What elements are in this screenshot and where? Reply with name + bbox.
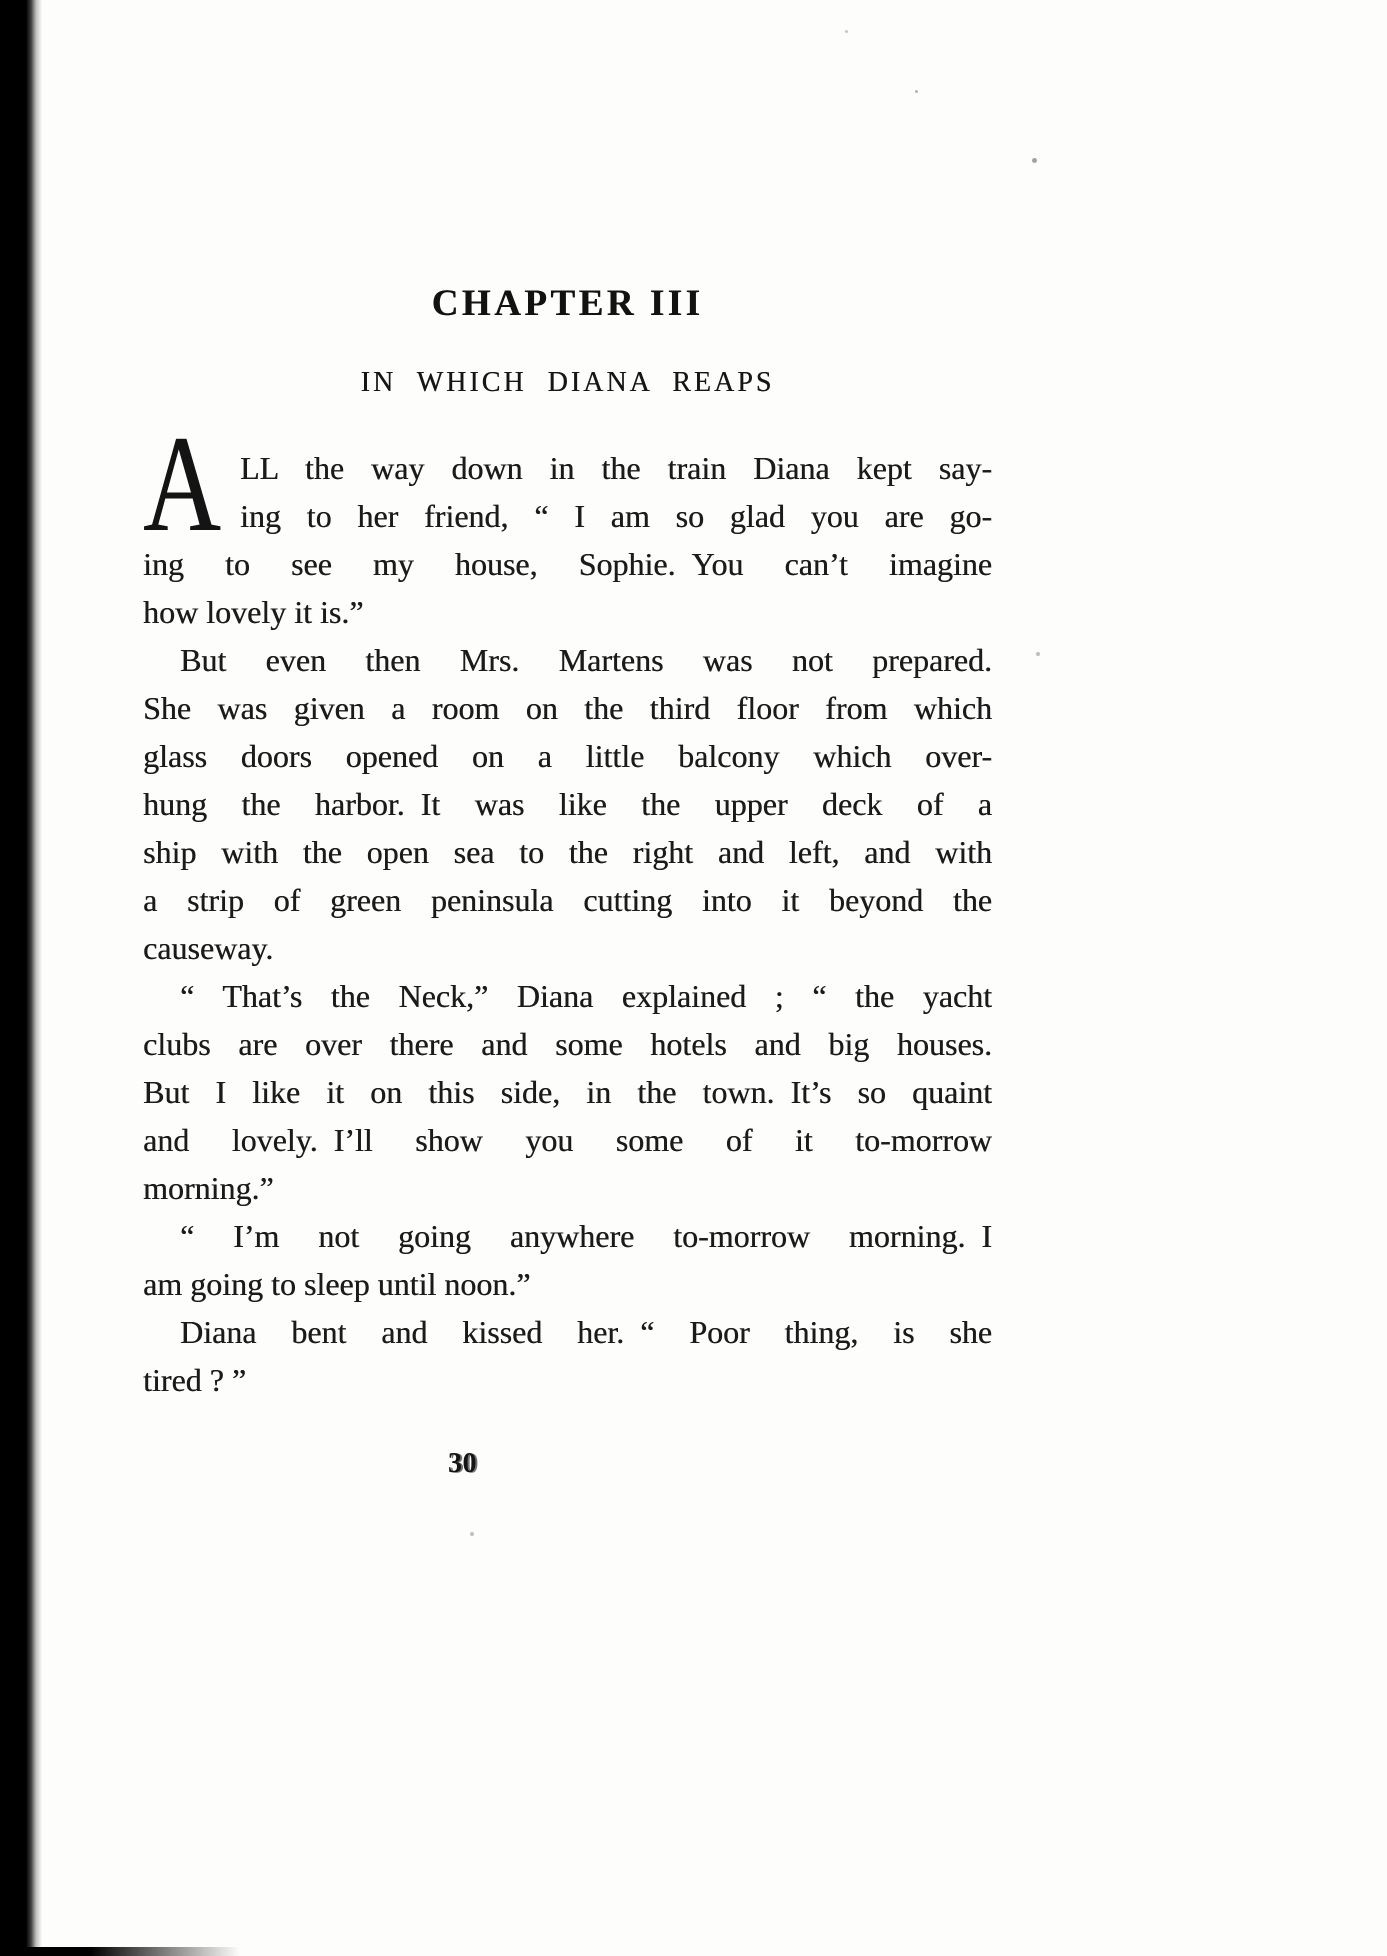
text-line: She was given a room on the third floor from which: [143, 690, 992, 726]
text-line: morning.”: [143, 1170, 274, 1206]
text-line: ing to see my house, Sophie. You can’t imagine: [143, 546, 992, 582]
text-line: clubs are over there and some hotels and big houses.: [143, 1026, 992, 1062]
text-line: am going to sleep until noon.”: [143, 1266, 531, 1302]
text-line: tired ? ”: [143, 1362, 247, 1398]
page-number: 30: [448, 1448, 477, 1479]
scan-speck: [1036, 652, 1040, 656]
text-line: a strip of green peninsula cutting into it beyond the: [143, 882, 992, 918]
scan-speck: [470, 1532, 474, 1536]
drop-cap: A: [143, 407, 221, 560]
text-line: and lovely. I’ll show you some of it to-morrow: [143, 1122, 992, 1158]
scan-bottom-edge: [0, 1947, 240, 1956]
paragraph: [143, 1308, 992, 1404]
body-text: [143, 407, 992, 1404]
text-line: hung the harbor. It was like the upper deck of a: [143, 786, 992, 822]
chapter-title: CHAPTER III: [431, 283, 704, 324]
text-line: LL the way down in the train Diana kept say-: [240, 450, 992, 486]
paragraph: [143, 1212, 992, 1308]
text-line: But even then Mrs. Martens was not prepared.: [180, 642, 992, 678]
paragraph: [143, 636, 992, 972]
scan-gutter-edge: [0, 0, 42, 1956]
scan-speck: [1032, 158, 1037, 163]
text-line: “ That’s the Neck,” Diana explained ; “ the yacht: [180, 978, 992, 1014]
text-line: ship with the open sea to the right and left, and with: [143, 834, 992, 870]
text-block: [143, 0, 992, 1404]
chapter-subtitle: IN WHICH DIANA REAPS: [360, 367, 775, 398]
text-line: But I like it on this side, in the town. It’s so quaint: [143, 1074, 992, 1110]
text-line: glass doors opened on a little balcony which over-: [143, 738, 992, 774]
text-line: ing to her friend, “ I am so glad you are go-: [240, 498, 992, 534]
text-line: “ I’m not going anywhere to-morrow morning. I: [180, 1218, 992, 1254]
text-line: Diana bent and kissed her. “ Poor thing, is she: [180, 1314, 992, 1350]
paragraph: [143, 972, 992, 1212]
text-line: causeway.: [143, 930, 274, 966]
text-line: how lovely it is.”: [143, 594, 364, 630]
paragraph: [143, 407, 992, 636]
